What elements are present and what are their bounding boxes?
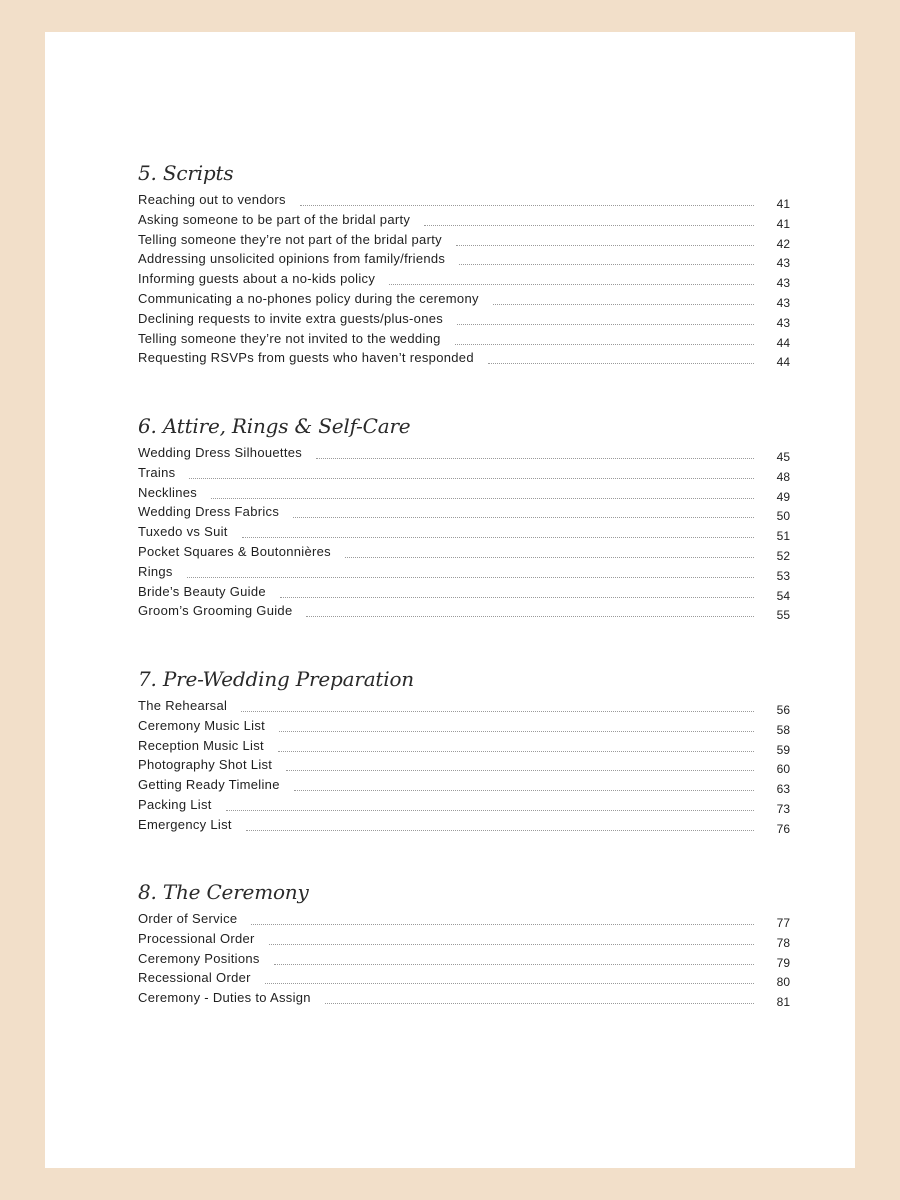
dot-leader (488, 363, 754, 364)
toc-page-number: 49 (776, 489, 790, 504)
toc-page-number: 52 (776, 548, 790, 563)
toc-entry-label: Emergency List (138, 816, 232, 832)
toc-page-number: 58 (776, 722, 790, 737)
dot-leader (286, 770, 754, 771)
toc-page-number: 43 (776, 276, 790, 291)
toc-entry[interactable] (138, 817, 790, 837)
toc-entry-label: The Rehearsal (138, 698, 228, 713)
toc-entry-label: Tuxedo vs Suit (138, 524, 228, 540)
dot-leader (300, 205, 754, 206)
dot-leader (265, 983, 754, 984)
toc-page-number: 41 (776, 216, 790, 231)
toc-page-number: 50 (776, 509, 790, 524)
toc-page-number: 41 (776, 197, 790, 211)
toc-entry[interactable] (138, 331, 790, 351)
dot-leader (325, 1003, 754, 1004)
toc-page-number: 44 (776, 355, 790, 370)
toc-entry[interactable] (138, 797, 790, 817)
toc-entry[interactable] (138, 311, 790, 331)
toc-page-number: 51 (776, 529, 790, 544)
toc-entry-label: Addressing unsolicited opinions from family/friends (138, 251, 446, 267)
toc-entry[interactable] (138, 465, 790, 485)
dot-leader (269, 944, 754, 945)
toc-entry[interactable] (138, 251, 790, 271)
toc-entry[interactable] (138, 271, 790, 291)
document-page (45, 32, 855, 1168)
toc-entry-label: Pocket Squares & Boutonnières (138, 543, 331, 559)
toc-entry-label: Reaching out to vendors (138, 192, 286, 207)
toc-entry[interactable] (138, 504, 790, 524)
dot-leader (187, 577, 754, 578)
toc-entry[interactable] (138, 564, 790, 584)
toc-entry[interactable] (138, 931, 790, 951)
toc-entry-label: Ceremony Positions (138, 950, 260, 966)
dot-leader (389, 284, 754, 285)
toc-page-number: 48 (776, 469, 790, 484)
toc-page-number: 43 (776, 295, 790, 310)
dot-leader (189, 478, 754, 479)
toc-page-number: 42 (776, 236, 790, 251)
toc-entry[interactable] (138, 698, 790, 718)
toc-page-number: 53 (776, 568, 790, 583)
toc-entry-label: Ceremony Music List (138, 717, 266, 733)
toc-entry[interactable] (138, 544, 790, 564)
dot-leader (274, 964, 754, 965)
toc-entry-label: Packing List (138, 796, 212, 812)
toc-page-number: 44 (776, 335, 790, 350)
dot-leader (279, 731, 754, 732)
toc-entry-label: Bride’s Beauty Guide (138, 583, 266, 599)
toc-entry[interactable] (138, 485, 790, 505)
toc-entry[interactable] (138, 718, 790, 738)
toc-entry-label: Telling someone they’re not part of the bridal party (138, 231, 442, 247)
toc-entry-label: Telling someone they’re not invited to the wedding (138, 330, 441, 346)
toc-entry[interactable] (138, 970, 790, 990)
toc-list (138, 445, 790, 623)
toc-section-ceremony (138, 879, 790, 1010)
dot-leader (251, 924, 754, 925)
dot-leader (211, 498, 754, 499)
toc-section-preparation (138, 666, 790, 837)
toc-entry-label: Wedding Dress Silhouettes (138, 445, 303, 460)
toc-entry[interactable] (138, 738, 790, 758)
toc-page-number: 73 (776, 801, 790, 816)
dot-leader (493, 304, 754, 305)
toc-entry[interactable] (138, 584, 790, 604)
toc-entry-label: Getting Ready Timeline (138, 777, 280, 793)
toc-page-number: 43 (776, 315, 790, 330)
dot-leader (345, 557, 754, 558)
toc-page-number: 60 (776, 762, 790, 777)
toc-page-number: 78 (776, 935, 790, 950)
toc-entry[interactable] (138, 911, 790, 931)
toc-page-number: 43 (776, 256, 790, 271)
toc-list (138, 192, 790, 370)
toc-section-attire (138, 413, 790, 623)
toc-entry-label: Asking someone to be part of the bridal party (138, 211, 411, 227)
toc-page-number: 45 (776, 450, 790, 464)
dot-leader (226, 810, 754, 811)
toc-entry[interactable] (138, 757, 790, 777)
toc-entry-label: Wedding Dress Fabrics (138, 504, 280, 520)
toc-entry[interactable] (138, 603, 790, 623)
dot-leader (456, 245, 754, 246)
dot-leader (293, 517, 754, 518)
dot-leader (459, 264, 754, 265)
toc-entry-label: Reception Music List (138, 737, 264, 753)
toc-section-scripts (138, 160, 790, 370)
toc-entry[interactable] (138, 291, 790, 311)
toc-page-number: 59 (776, 742, 790, 757)
dot-leader (455, 344, 754, 345)
toc-entry-label: Groom’s Grooming Guide (138, 603, 293, 619)
dot-leader (457, 324, 754, 325)
toc-entry[interactable] (138, 192, 790, 212)
dot-leader (242, 537, 754, 538)
toc-list (138, 911, 790, 1010)
toc-entry[interactable] (138, 777, 790, 797)
toc-page-number: 54 (776, 588, 790, 603)
toc-page-number: 80 (776, 975, 790, 990)
dot-leader (246, 830, 754, 831)
toc-entry-label: Rings (138, 563, 173, 579)
dot-leader (424, 225, 754, 226)
toc-page-number: 55 (776, 608, 790, 623)
toc-entry[interactable] (138, 212, 790, 232)
toc-page-number: 77 (776, 916, 790, 930)
toc-entry-label: Recessional Order (138, 970, 251, 986)
section-title: 8. The Ceremony (138, 880, 309, 904)
toc-page-number: 76 (776, 821, 790, 836)
toc-entry[interactable] (138, 951, 790, 971)
toc-entry-label: Trains (138, 464, 176, 480)
toc-entry-label: Ceremony - Duties to Assign (138, 990, 311, 1006)
section-title: 5. Scripts (138, 161, 234, 185)
toc-entry[interactable] (138, 990, 790, 1010)
dot-leader (280, 597, 754, 598)
toc-entry-label: Necklines (138, 484, 198, 500)
toc-entry[interactable] (138, 445, 790, 465)
toc-page-number: 56 (776, 703, 790, 717)
toc-entry-label: Order of Service (138, 911, 238, 926)
toc-page-number: 63 (776, 782, 790, 797)
toc-entry-label: Informing guests about a no-kids policy (138, 271, 376, 287)
dot-leader (241, 711, 754, 712)
toc-page-number: 79 (776, 955, 790, 970)
section-title: 6. Attire, Rings & Self-Care (138, 414, 411, 438)
toc-list (138, 698, 790, 837)
section-title: 7. Pre-Wedding Preparation (138, 667, 414, 691)
toc-entry-label: Declining requests to invite extra guests/plus-ones (138, 310, 444, 326)
toc-entry-label: Communicating a no-phones policy during the ceremony (138, 290, 479, 306)
toc-page-number: 81 (776, 995, 790, 1010)
dot-leader (316, 458, 754, 459)
dot-leader (294, 790, 754, 791)
toc-entry-label: Requesting RSVPs from guests who haven’t responded (138, 350, 474, 366)
toc-entry[interactable] (138, 232, 790, 252)
toc-entry-label: Photography Shot List (138, 757, 273, 773)
dot-leader (306, 616, 754, 617)
toc-entry[interactable] (138, 350, 790, 370)
toc-entry-label: Processional Order (138, 930, 255, 946)
dot-leader (278, 751, 754, 752)
toc-entry[interactable] (138, 524, 790, 544)
